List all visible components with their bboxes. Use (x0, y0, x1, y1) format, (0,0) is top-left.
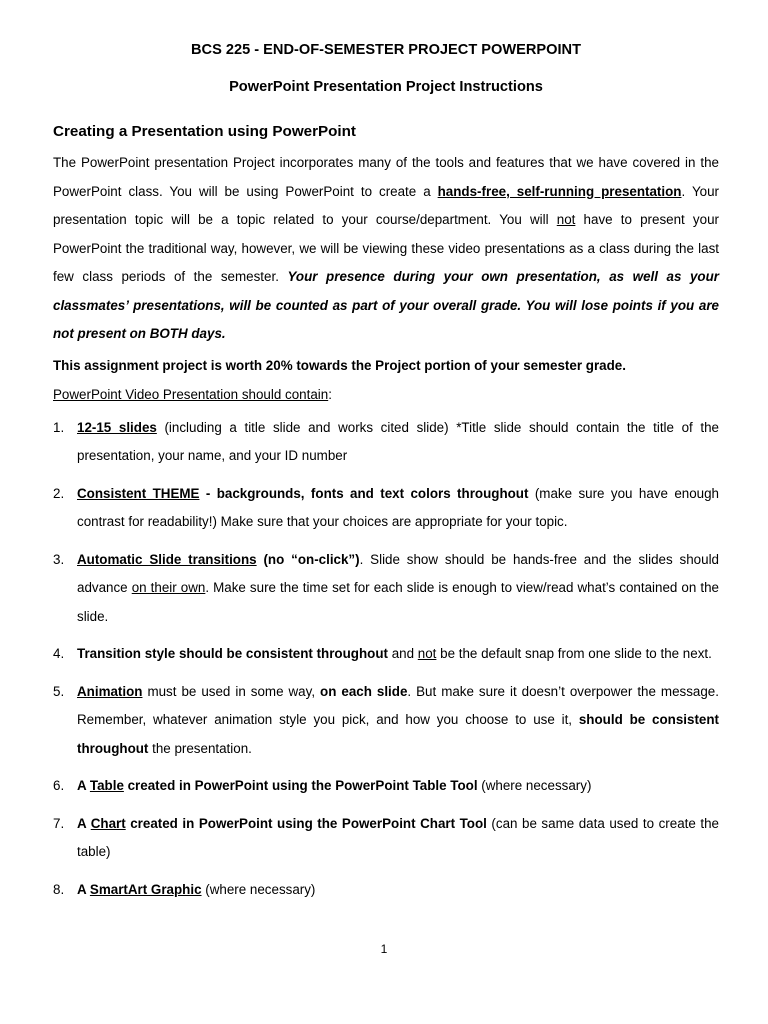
grade-weight-note: This assignment project is worth 20% towards the Project portion of your semester grade. (53, 357, 626, 373)
list-item: 7. A Chart created in PowerPoint using the PowerPoint Chart Tool (can be same data used to create the table) (53, 815, 719, 859)
list-item: 5. Animation must be used in some way, on each slide. But make sure it doesn’t overpower the message. Remember, whatever animation style you pick, and how you choose to use it, should be consistent throughout the presentation. (53, 683, 719, 756)
page-number: 1 (380, 942, 388, 956)
list-item: 1. 12-15 slides (including a title slide and works cited slide) *Title slide should contain the title of the presentation, your name, and your ID number (53, 419, 719, 463)
requirements-list (53, 414, 719, 905)
intro-paragraph: The PowerPoint presentation Project incorporates many of the tools and features that we have covered in the PowerPoint class. You will be using PowerPoint to create a hands-free, self-running presentation. Your presentation topic will be a topic related to your course/department. You will not have to present your PowerPoint the traditional way, however, we will be viewing these video presentations as a class during the last few class periods of the semester. Your presence during your own presentation, as well as your classmates’ presentations, will be counted as part of your overall grade. You will lose points if you are not present on BOTH days. (53, 155, 719, 341)
list-item: 3. Automatic Slide transitions (no “on-click”). Slide show should be hands-free and the slides should advance on their own. Make sure the time set for each slide is enough to view/read what’s contained on the slide. (53, 551, 720, 624)
section-heading: Creating a Presentation using PowerPoint (53, 123, 356, 140)
list-item: 2. Consistent THEME - backgrounds, fonts and text colors throughout (make sure you have enough contrast for readability!) Make sure that your choices are appropriate for your topic. (53, 485, 719, 529)
hands-free-emphasis: hands-free, self-running presentation (437, 183, 682, 199)
list-item: 4. Transition style should be consistent throughout and not be the default snap from one slide to the next. (53, 646, 712, 661)
document-subtitle: PowerPoint Presentation Project Instructions (229, 79, 543, 95)
document-title: BCS 225 - END-OF-SEMESTER PROJECT POWERPOINT (190, 42, 582, 58)
contents-heading: PowerPoint Video Presentation should contain: (53, 386, 332, 402)
document-page (53, 40, 719, 913)
attendance-warning: Your presence during your own presentation, as well as your classmates’ presentations, will be counted as part of your overall grade. You will lose points if you are not present on BOTH days. (53, 269, 719, 341)
list-item: 8. A SmartArt Graphic (where necessary) (53, 881, 316, 897)
list-item: 6. A Table created in PowerPoint using the PowerPoint Table Tool (where necessary) (53, 778, 592, 793)
not-emphasis: not (556, 212, 576, 227)
